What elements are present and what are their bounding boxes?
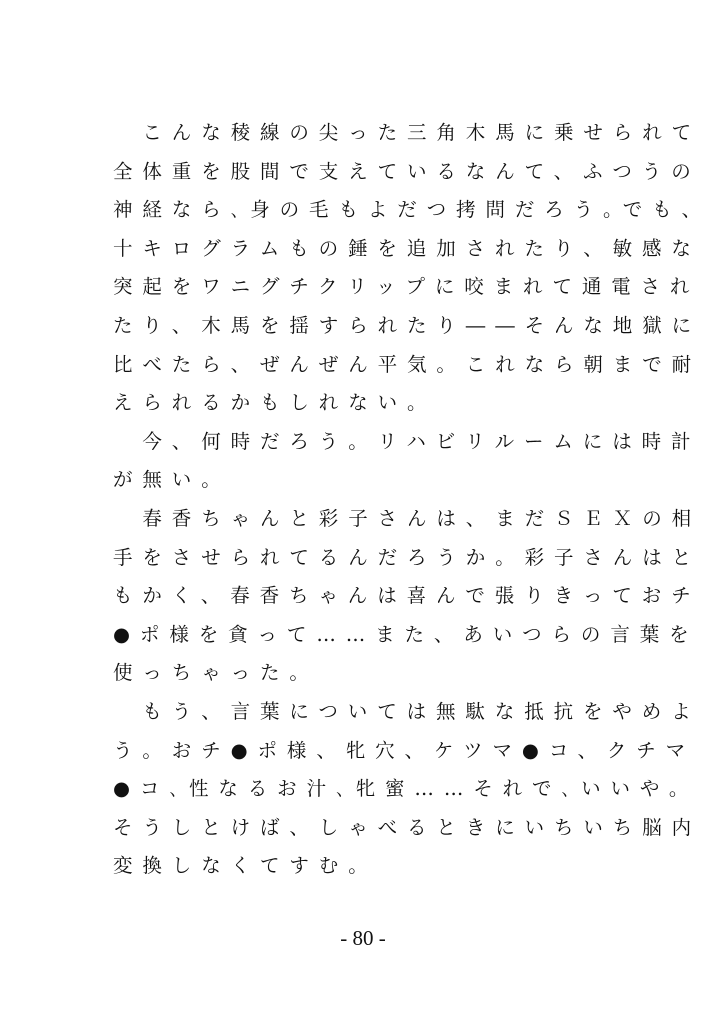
text-line: もかく、春香ちゃんは喜んで張りきっておチ: [113, 584, 701, 608]
text-line: 春香ちゃんと彩子さんは、まだＳＥＸの相: [142, 506, 701, 530]
paragraph: [113, 423, 701, 500]
page-number: - 80 -: [340, 926, 386, 950]
text-line: たり、木馬を揺すられたり――そんな地獄に: [113, 313, 702, 337]
text-line: えられるかもしれない。: [113, 391, 437, 415]
text-line: 十キログラムもの錘を追加されたり、敏感な: [113, 236, 701, 260]
paragraph: [113, 500, 702, 693]
text-line: が無い。: [113, 468, 231, 492]
text-line: そうしとけば、しゃべるときにいちいち脳内: [113, 815, 702, 839]
text-line: ●コ､性なるお汁､牝蜜……それで､いいや。: [113, 777, 699, 801]
paragraph: [113, 693, 702, 886]
text-line: 今、何時だろう。リハビリルームには時計: [142, 429, 701, 453]
paragraph: [113, 114, 711, 423]
body-text: [113, 114, 711, 886]
text-line: 神経なら､身の毛もよだつ拷問だろう｡でも、: [113, 198, 711, 222]
text-line: 手をさせられてるんだろうか。彩子さんはと: [113, 545, 702, 569]
text-line: 突起をワニグチクリップに咬まれて通電され: [113, 275, 700, 299]
text-line: 比べたら、ぜんぜん平気。これなら朝まで耐: [113, 352, 702, 376]
text-line: もう、言葉については無駄な抵抗をやめよ: [142, 699, 701, 723]
text-line: こんな稜線の尖った三角木馬に乗せられて: [142, 121, 701, 144]
text-line: 全体重を股間で支えているなんて、ふつうの: [113, 159, 701, 183]
text-line: う。おチ●ポ様、牝穴、ケツマ●コ、クチマ: [113, 738, 696, 762]
text-line: ●ポ様を貪って……また、あいつらの言葉を: [113, 622, 699, 646]
text-line: 変換しなくてすむ。: [113, 854, 378, 878]
text-line: 使っちゃった。: [113, 661, 319, 685]
